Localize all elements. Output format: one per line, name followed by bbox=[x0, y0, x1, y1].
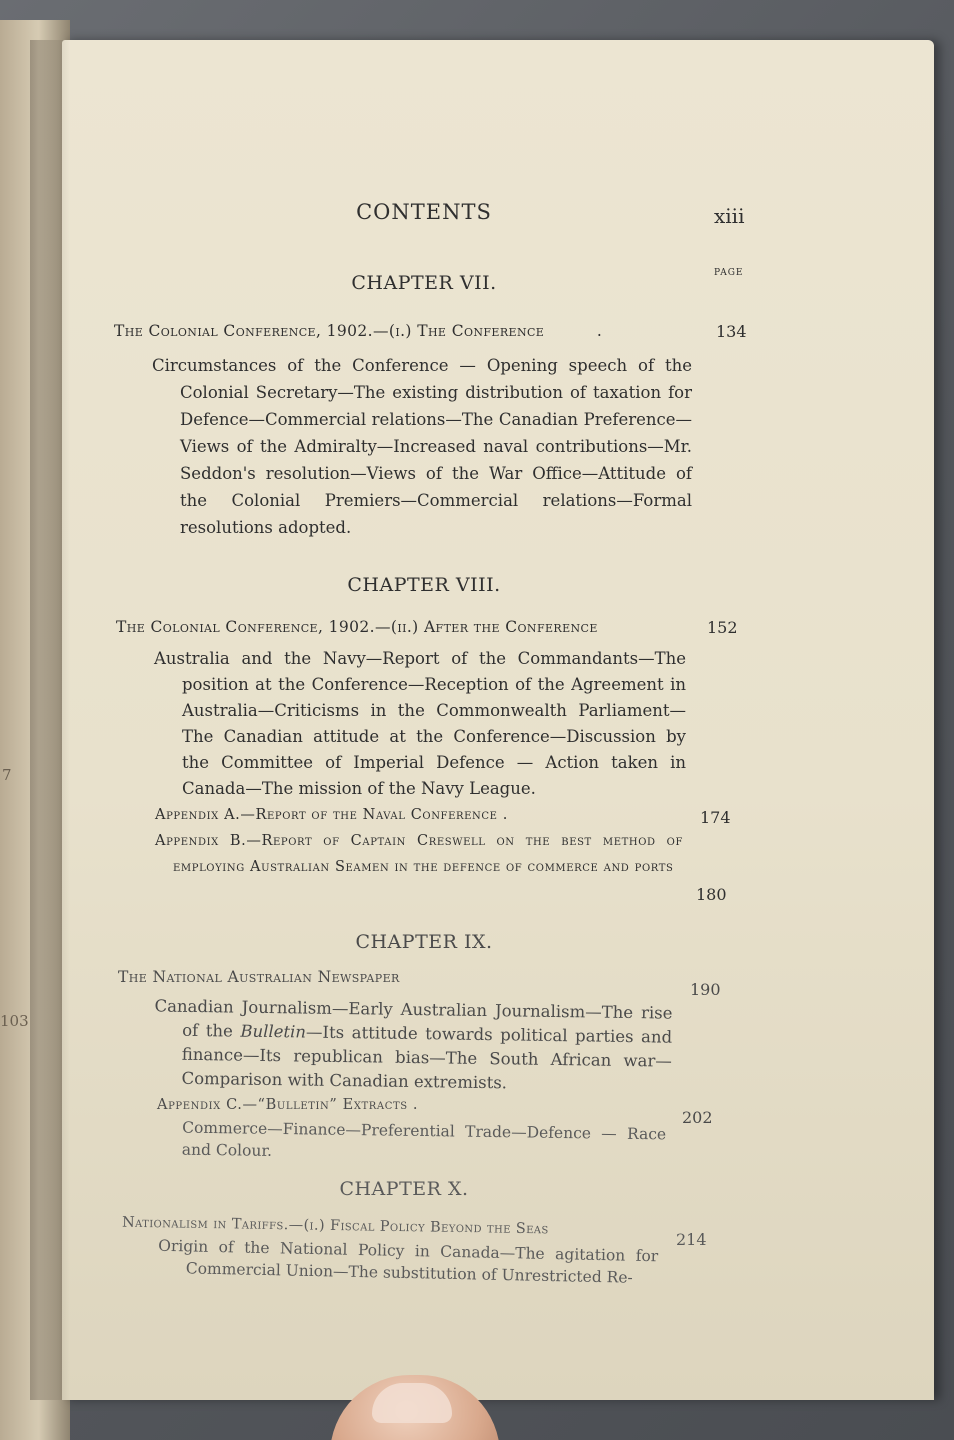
left-page-number: 103 bbox=[0, 1012, 29, 1030]
chapter-heading: CHAPTER VII. bbox=[351, 272, 497, 294]
appendix-page-number: 202 bbox=[682, 1108, 713, 1127]
chapter-entry: The Colonial Conference, 1902.—(i.) The Conference . bbox=[114, 322, 603, 340]
appendix-entry: Appendix A.—Report of the Naval Conference . bbox=[155, 807, 508, 823]
appendix-page-number: 180 bbox=[696, 885, 727, 904]
chapter-entry: Nationalism in Tariffs.—(i.) Fiscal Policy Beyond the Seas bbox=[121, 1214, 549, 1238]
chapter-page-number: 214 bbox=[676, 1230, 707, 1249]
chapter-description: Australia and the Navy—Report of the Commandants—The position at the Conference—Reception of the Agreement in Australia—Criticisms in the Commonwealth Parliament—The Canadian attitude at the Conference—Discussion by the Committee of Imperial Defence — Action taken in Canada—The mission of the Navy League. bbox=[154, 649, 686, 798]
chapter-page-number: 190 bbox=[690, 980, 721, 999]
appendix-page-number: 174 bbox=[700, 808, 731, 827]
left-page-number: 7 bbox=[2, 766, 12, 784]
chapter-entry: The National Australian Newspaper bbox=[118, 968, 400, 986]
page-column-label: PAGE bbox=[714, 268, 744, 278]
chapter-page-number: 152 bbox=[707, 618, 738, 637]
chapter-description: Circumstances of the Conference — Opening speech of the Colonial Secretary—The existing distribution of taxation for Defence—Commercial relations—The Canadian Preference—Views of the Admiralty—Increased naval contributions—Mr. Seddon's resolution—Views of the War Office—Attitude of the Colonial Premiers—Commercial relations—Formal resolutions adopted. bbox=[152, 356, 692, 537]
chapter-page-number: 134 bbox=[716, 322, 747, 341]
chapter-heading: CHAPTER X. bbox=[339, 1178, 469, 1200]
thumbnail-nail bbox=[372, 1383, 452, 1423]
spine-shadow bbox=[30, 40, 70, 1400]
appendix-description: Commerce—Finance—Preferential Trade—Defence — Race and Colour. bbox=[181, 1118, 667, 1160]
appendix-entry: Appendix B.—Report of Captain Creswell on the best method of employing Australian Seamen in the defence of commerce and ports bbox=[155, 833, 683, 875]
chapter-heading: CHAPTER IX. bbox=[355, 931, 493, 953]
book-page bbox=[62, 40, 934, 1400]
chapter-heading: CHAPTER VIII. bbox=[347, 574, 501, 596]
appendix-entry: Appendix C.—“Bulletin” Extracts . bbox=[157, 1097, 419, 1113]
chapter-entry: The Colonial Conference, 1902.—(ii.) After the Conference bbox=[116, 618, 598, 636]
running-head-title: CONTENTS bbox=[356, 200, 492, 224]
chapter-description: Canadian Journalism—Early Australian Journalism—The rise of the Bulletin—Its attitude towards political parties and finance—Its republican bias—The South African war—Comparison with Canadian extremists. bbox=[154, 996, 673, 1093]
chapter-description: Origin of the National Policy in Canada—The agitation for Commercial Union—The substitution of Unrestricted Re- bbox=[158, 1236, 659, 1287]
page-folio: xiii bbox=[714, 204, 745, 228]
